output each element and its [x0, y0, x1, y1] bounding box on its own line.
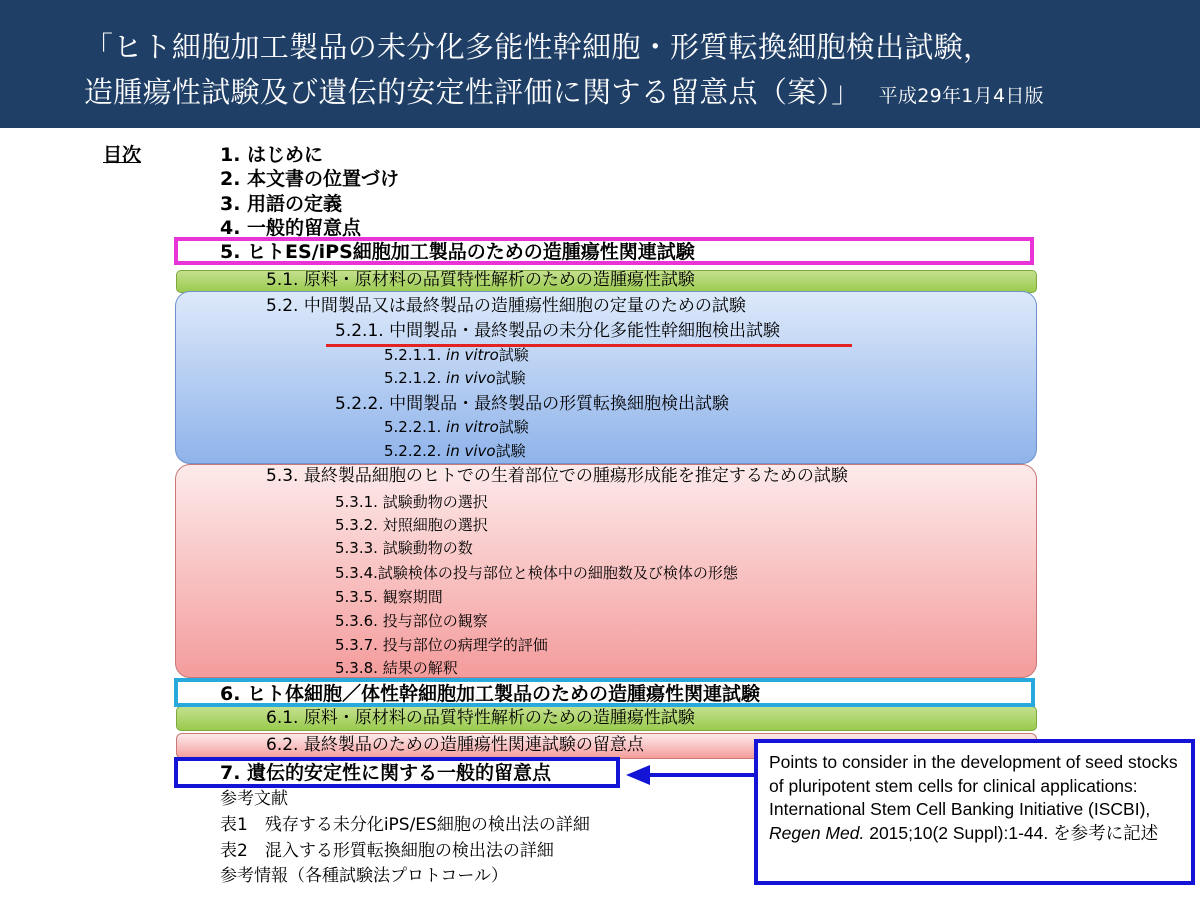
- toc-item-5-2-1-2: [384, 371, 526, 386]
- toc-table-1: 表1 残存する未分化iPS/ES細胞の検出法の詳細: [220, 815, 590, 835]
- toc-item-6: 6. ヒト体細胞／体性幹細胞加工製品のための造腫瘍性関連試験: [220, 683, 761, 705]
- page-title-line2-text: 造腫瘍性試験及び遺伝的安定性評価に関する留意点（案）」: [84, 75, 861, 109]
- toc-item-5: 5. ヒトES/iPS細胞加工製品のための造腫瘍性関連試験: [220, 241, 695, 263]
- header-banner: [0, 0, 1200, 128]
- toc-label: 目次: [103, 144, 142, 166]
- toc-italic-term: in vitro: [446, 346, 499, 364]
- toc-item-5-2-1-1: [384, 348, 529, 363]
- toc-item-5-3: 5.3. 最終製品細胞のヒトでの生着部位での腫瘍形成能を推定するための試験: [266, 466, 848, 486]
- toc-item-5-3-3: 5.3.3. 試験動物の数: [335, 539, 473, 557]
- toc-references: 参考文献: [220, 789, 288, 809]
- toc-number: 5.2.1.1.: [384, 346, 442, 364]
- page-title-line1: 「ヒト細胞加工製品の未分化多能性幹細胞・形質転換細胞検出試験，: [84, 30, 993, 64]
- toc-item-4: 4. 一般的留意点: [220, 217, 362, 239]
- toc-text: 試験: [495, 369, 526, 387]
- toc-item-5-3-6: 5.3.6. 投与部位の観察: [335, 612, 488, 630]
- toc-item-5-3-2: 5.3.2. 対照細胞の選択: [335, 516, 488, 534]
- section-5-2-box: [175, 291, 1037, 464]
- toc-text: 試験: [495, 442, 526, 460]
- toc-item-7: 7. 遺伝的安定性に関する一般的留意点: [220, 762, 552, 784]
- toc-italic-term: in vivo: [446, 442, 496, 460]
- toc-item-5-1: 5.1. 原料・原材料の品質特性解析のための造腫瘍性試験: [266, 270, 695, 290]
- toc-item-5-2-1: 5.2.1. 中間製品・最終製品の未分化多能性幹細胞検出試験: [335, 321, 781, 341]
- toc-table-2: 表2 混入する形質転換細胞の検出法の詳細: [220, 841, 554, 861]
- callout-journal: Regen Med.: [769, 822, 865, 843]
- toc-number: 5.2.1.2.: [384, 369, 442, 387]
- version-label: 平成29年1月4日版: [878, 85, 1044, 107]
- toc-item-5-3-5: 5.3.5. 観察期間: [335, 588, 443, 606]
- page-title-line2: [84, 70, 1044, 111]
- toc-item-6-2: 6.2. 最終製品のための造腫瘍性関連試験の留意点: [266, 735, 644, 755]
- toc-item-5-2-2-1: [384, 420, 529, 435]
- toc-item-1: 1. はじめに: [220, 144, 324, 166]
- toc-text: 試験: [498, 418, 529, 436]
- toc-number: 5.2.2.2.: [384, 442, 442, 460]
- toc-item-5-2: 5.2. 中間製品又は最終製品の造腫瘍性細胞の定量のための試験: [266, 296, 746, 316]
- toc-item-5-2-2: 5.2.2. 中間製品・最終製品の形質転換細胞検出試験: [335, 394, 730, 414]
- left-arrow-icon: [626, 762, 754, 788]
- callout-text: Points to consider in the development of seed stocks of pluripotent stem cells for clinical applications: International Stem Cell Banking Initiative (ISCBI),: [769, 752, 1178, 819]
- reference-callout: [754, 739, 1195, 885]
- toc-item-6-1: 6.1. 原料・原材料の品質特性解析のための造腫瘍性試験: [266, 708, 695, 728]
- toc-item-5-2-2-2: [384, 444, 526, 459]
- toc-italic-term: in vivo: [446, 369, 496, 387]
- toc-text: 試験: [498, 346, 529, 364]
- toc-item-5-3-7: 5.3.7. 投与部位の病理学的評価: [335, 636, 548, 654]
- toc-item-2: 2. 本文書の位置づけ: [220, 168, 400, 190]
- toc-number: 5.2.2.1.: [384, 418, 442, 436]
- toc-reference-info: 参考情報（各種試験法プロトコール）: [220, 866, 508, 886]
- toc-item-5-3-4: 5.3.4.試験検体の投与部位と検体中の細胞数及び検体の形態: [335, 564, 738, 582]
- toc-item-5-3-1: 5.3.1. 試験動物の選択: [335, 493, 488, 511]
- toc-item-5-3-8: 5.3.8. 結果の解釈: [335, 659, 458, 677]
- callout-text-end: 2015;10(2 Suppl):1-44. を参考に記述: [864, 822, 1159, 843]
- toc-italic-term: in vitro: [446, 418, 499, 436]
- toc-item-3: 3. 用語の定義: [220, 193, 343, 215]
